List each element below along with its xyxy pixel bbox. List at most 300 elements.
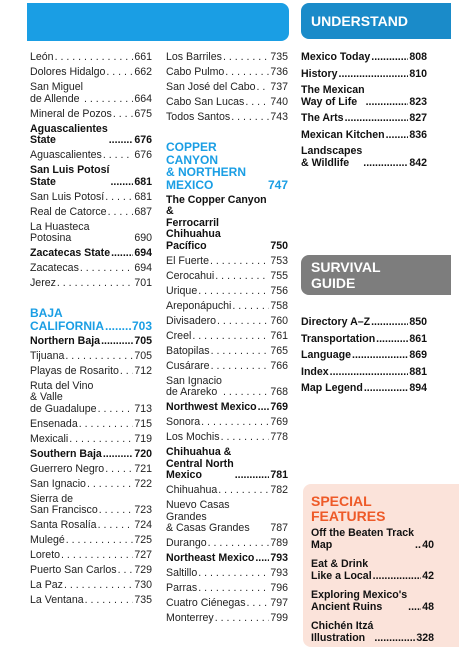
understand-title: UNDERSTAND	[311, 13, 408, 29]
page-number: 894	[409, 382, 427, 394]
dot-leader	[99, 505, 134, 517]
dot-leader	[245, 97, 269, 109]
page-number: 793	[270, 567, 288, 579]
dot-leader	[371, 317, 408, 329]
entry-title: History	[301, 67, 338, 80]
page-number: 765	[270, 344, 288, 357]
dot-leader	[223, 52, 269, 64]
toc-subsection-entry[interactable]	[301, 85, 427, 108]
page-number: 722	[134, 477, 152, 490]
entry-title: Nuevo Casas Grandes & Casas Grandes	[166, 499, 250, 534]
page-number: 799	[270, 612, 288, 624]
toc-entry[interactable]	[166, 256, 288, 268]
page-number: 729	[134, 564, 152, 576]
entry-title: The Copper Canyon & Ferrocarril Chihuahua Pacífico	[166, 193, 267, 252]
dot-leader	[210, 256, 269, 268]
dot-leader	[105, 320, 131, 333]
toc-section-entry[interactable]	[166, 141, 288, 191]
toc-entry[interactable]	[30, 278, 152, 290]
toc-entry[interactable]	[30, 366, 152, 378]
entry-title: Loreto	[30, 549, 61, 561]
page-number: 705	[134, 349, 152, 362]
dot-leader	[66, 535, 134, 547]
dot-leader	[198, 568, 269, 580]
dot-leader	[198, 286, 269, 298]
toc-entry[interactable]	[30, 434, 152, 446]
dot-leader	[376, 334, 408, 346]
survival-guide-heading	[301, 255, 451, 295]
toc-entry[interactable]	[166, 271, 288, 283]
toc-subsection-entry[interactable]	[166, 402, 288, 414]
page-number: 827	[409, 112, 427, 124]
toc-entry[interactable]	[166, 52, 288, 64]
toc-entry[interactable]	[30, 67, 152, 79]
toc-entry[interactable]	[166, 112, 288, 124]
entry-title: Santa Rosalía	[30, 519, 97, 531]
dot-leader	[118, 565, 134, 577]
toc-entry[interactable]	[30, 150, 152, 162]
entry-title: Zacatecas	[30, 262, 79, 274]
toc-subsection-entry[interactable]	[301, 146, 427, 169]
entry-title: Northern Baja	[30, 334, 101, 347]
page-number: 797	[270, 597, 288, 609]
entry-title: Parras	[166, 582, 198, 594]
entry-title: Mexicali	[30, 432, 69, 445]
toc-entry[interactable]	[166, 485, 288, 497]
toc-column-1	[30, 52, 152, 610]
entry-title: Los Mochis	[166, 431, 220, 443]
dot-leader	[111, 248, 133, 260]
page-number: 676	[134, 134, 152, 146]
page-number: 705	[134, 334, 152, 347]
entry-title: Cerocahui	[166, 269, 215, 282]
dot-leader	[105, 464, 133, 476]
dot-leader	[223, 387, 269, 399]
toc-entry[interactable]	[30, 419, 152, 431]
page-number: 720	[134, 447, 152, 460]
page-number: 869	[409, 349, 427, 361]
toc-entry[interactable]	[166, 346, 288, 358]
entry-title: Areponápuchi	[166, 299, 232, 312]
toc-subsection-entry[interactable]	[311, 559, 434, 582]
page-number: 721	[134, 462, 152, 475]
entry-title: La Huasteca Potosina	[30, 220, 90, 244]
page-number: 781	[270, 469, 288, 481]
toc-entry[interactable]	[166, 500, 288, 535]
toc-subsection-entry[interactable]	[30, 336, 152, 348]
page-number: 758	[270, 299, 288, 312]
entry-title: Transportation	[301, 332, 376, 345]
dot-leader	[69, 434, 133, 446]
page-number: 836	[409, 128, 427, 141]
toc-entry[interactable]	[166, 417, 288, 429]
toc-entry[interactable]	[30, 535, 152, 547]
entry-title: León	[30, 51, 54, 63]
entry-title: Sierra de San Francisco	[30, 492, 98, 516]
entry-title: Eat & Drink Like a Local	[311, 558, 372, 582]
entry-title: Chihuahua	[166, 484, 218, 496]
toc-subsection-entry[interactable]	[301, 383, 427, 395]
dot-leader	[374, 633, 415, 645]
entry-title: Off the Beaten Track Map	[311, 527, 415, 551]
toc-subsection-entry[interactable]	[30, 449, 152, 461]
entry-title: Guerrero Negro	[30, 462, 105, 475]
page-number: 661	[134, 51, 152, 63]
dot-leader	[80, 263, 133, 275]
page-number: 725	[134, 534, 152, 546]
entry-title: San José del Cabo	[166, 81, 256, 93]
entry-title: La Ventana	[30, 594, 84, 606]
entry-title: Chihuahua & Central North Mexico	[166, 446, 234, 481]
toc-entry[interactable]	[166, 538, 288, 550]
dot-leader	[339, 69, 409, 81]
dot-leader	[55, 52, 134, 64]
entry-title: Playas de Rosarito	[30, 364, 119, 377]
page-number: 750	[270, 239, 288, 252]
toc-entry[interactable]	[30, 565, 152, 577]
entry-title: Urique	[166, 284, 198, 297]
toc-subsection-entry[interactable]	[301, 113, 427, 125]
page-number: 823	[409, 95, 427, 108]
dot-leader	[225, 67, 269, 79]
toc-entry[interactable]	[30, 351, 152, 363]
entry-title: Batopilas	[166, 344, 210, 357]
dot-leader	[415, 540, 421, 552]
entry-title: Aguascalientes State	[30, 122, 108, 146]
toc-subsection-entry[interactable]	[311, 621, 434, 644]
entry-title: The Mexican Way of Life	[301, 84, 365, 108]
entry-title: Mineral de Pozos	[30, 107, 112, 120]
dot-leader	[218, 485, 269, 497]
dot-leader	[371, 52, 408, 64]
toc-entry[interactable]	[30, 222, 152, 245]
page-number: 736	[270, 66, 288, 78]
dot-leader	[198, 583, 269, 595]
page-number: 850	[409, 316, 427, 328]
entry-title: Monterrey	[166, 612, 214, 624]
page-number: 808	[409, 51, 427, 63]
toc-entry[interactable]	[166, 316, 288, 328]
page-number: 328	[416, 631, 434, 644]
dot-leader	[120, 366, 133, 378]
page-number: 793	[270, 552, 288, 564]
page-number: 782	[270, 484, 288, 496]
entry-title: Directory A–Z	[301, 316, 371, 328]
dot-leader	[103, 449, 133, 461]
page-number: 778	[270, 431, 288, 443]
entry-title: Landscapes & Wildlife	[301, 145, 363, 169]
page-number: 724	[134, 519, 152, 531]
page-number: 743	[270, 111, 288, 123]
dot-leader	[345, 113, 409, 125]
page-number: 755	[270, 269, 288, 282]
entry-title: The Arts	[301, 112, 344, 124]
toc-entry[interactable]	[166, 361, 288, 373]
dot-leader	[108, 207, 134, 219]
entry-title: Creel	[166, 329, 192, 342]
dot-leader	[330, 367, 409, 379]
toc-subsection-entry[interactable]	[301, 52, 427, 64]
special-features-title: SPECIAL FEATURES	[311, 493, 386, 524]
page-number: 730	[134, 579, 152, 591]
page-number: 712	[134, 364, 152, 377]
entry-title: Mulegé	[30, 534, 65, 546]
dot-leader	[211, 346, 270, 358]
page-number: 787	[270, 522, 288, 534]
entry-title: Cusárare	[166, 359, 210, 372]
toc-entry[interactable]	[30, 381, 152, 416]
page-number: 789	[270, 537, 288, 549]
dot-leader	[79, 419, 134, 431]
dot-leader	[352, 350, 408, 362]
toc-entry[interactable]	[30, 82, 152, 105]
entry-title: San Miguel de Allende	[30, 81, 83, 105]
toc-entry[interactable]	[166, 432, 288, 444]
toc-entry[interactable]	[30, 520, 152, 532]
page-number: 701	[134, 277, 152, 289]
dot-leader	[364, 383, 409, 395]
page-number: 681	[134, 190, 152, 203]
page-number: 761	[270, 329, 288, 342]
dot-leader	[84, 94, 133, 106]
entry-title: Map Legend	[301, 382, 363, 394]
page-number: 735	[270, 51, 288, 63]
dot-leader	[255, 553, 269, 565]
page-number: 723	[134, 504, 152, 516]
toc-entry[interactable]	[30, 192, 152, 204]
toc-entry[interactable]	[166, 97, 288, 109]
toc-entry[interactable]	[30, 263, 152, 275]
toc-subsection-entry[interactable]	[166, 447, 288, 482]
entry-title: Chichén Itzá Illustration	[311, 620, 374, 644]
entry-title: Mexican Kitchen	[301, 128, 385, 141]
toc-subsection-entry[interactable]	[30, 248, 152, 260]
toc-subsection-entry[interactable]	[301, 130, 427, 142]
page-number: 760	[270, 314, 288, 327]
entry-title: El Fuerte	[166, 254, 209, 267]
toc-subsection-entry[interactable]	[311, 528, 434, 551]
toc-entry[interactable]	[166, 67, 288, 79]
dot-leader	[109, 135, 134, 147]
page-number: 861	[409, 332, 427, 345]
dot-leader	[258, 402, 270, 414]
dot-leader	[98, 520, 134, 532]
dot-leader	[105, 192, 133, 204]
page-number: 681	[134, 175, 152, 188]
page-number: 676	[134, 149, 152, 161]
dot-leader	[110, 177, 133, 189]
entry-title: Exploring Mexico's Ancient Ruins	[311, 589, 408, 613]
toc-entry[interactable]	[30, 550, 152, 562]
page-number: 694	[134, 262, 152, 274]
page-number: 690	[134, 232, 152, 244]
entry-title: Cabo Pulmo	[166, 66, 225, 78]
toc-subsection-entry[interactable]	[311, 590, 434, 613]
dot-leader	[98, 404, 134, 416]
section-spacer	[166, 127, 288, 141]
dot-leader	[57, 278, 133, 290]
toc-subsection-entry[interactable]	[301, 350, 427, 362]
toc-subsection-entry[interactable]	[301, 334, 427, 346]
entry-title: La Paz	[30, 579, 63, 591]
page-number: 664	[134, 92, 152, 105]
page-number: 842	[409, 156, 427, 169]
entry-title: Saltillo	[166, 567, 198, 579]
dot-leader	[64, 580, 133, 592]
page-number: 719	[134, 432, 152, 445]
entry-title: BAJA CALIFORNIA	[30, 306, 104, 333]
entry-title: Durango	[166, 537, 207, 549]
entry-title: Zacatecas State	[30, 247, 111, 259]
dot-leader	[232, 301, 269, 313]
dot-leader	[201, 417, 269, 429]
dot-leader	[408, 602, 421, 614]
page-number: 881	[409, 365, 427, 378]
toc-entry[interactable]	[30, 464, 152, 476]
entry-title: San Ignacio de Arareko	[166, 374, 222, 398]
entry-title: Divisadero	[166, 314, 217, 327]
dot-leader	[366, 97, 409, 109]
entry-title: Los Barriles	[166, 51, 222, 63]
page-number: 40	[422, 538, 434, 551]
dot-leader	[208, 538, 270, 550]
page-number: 715	[134, 417, 152, 430]
entry-title: Language	[301, 349, 352, 361]
entry-title: Real de Catorce	[30, 205, 107, 218]
page-number: 727	[134, 549, 152, 561]
page-number: 687	[134, 205, 152, 218]
header-color-bar	[27, 3, 289, 41]
entry-title: Northeast Mexico	[166, 552, 255, 564]
toc-entry[interactable]	[166, 568, 288, 580]
toc-entry[interactable]	[166, 598, 288, 610]
toc-entry[interactable]	[166, 82, 288, 94]
dot-leader	[215, 271, 269, 283]
dot-leader	[215, 613, 270, 625]
page-number: 735	[134, 594, 152, 606]
toc-section-entry[interactable]	[30, 307, 152, 332]
toc-entry[interactable]	[166, 583, 288, 595]
dot-leader	[221, 432, 270, 444]
toc-entry[interactable]	[30, 595, 152, 607]
entry-title: Tijuana	[30, 349, 65, 362]
toc-subsection-entry[interactable]	[30, 124, 152, 147]
page-number: 753	[270, 254, 288, 267]
entry-title: San Ignacio	[30, 477, 86, 490]
survival-guide-list	[301, 317, 427, 400]
entry-title: Southern Baja	[30, 447, 102, 460]
toc-entry[interactable]	[30, 494, 152, 517]
toc-column-2	[166, 52, 288, 628]
toc-entry[interactable]	[30, 479, 152, 491]
toc-subsection-entry[interactable]	[166, 553, 288, 565]
page-number: 675	[134, 107, 152, 120]
page-number: 662	[134, 66, 152, 78]
toc-entry[interactable]	[166, 331, 288, 343]
entry-title: Index	[301, 365, 329, 378]
page-number: 747	[267, 177, 288, 192]
dot-leader	[235, 470, 270, 482]
understand-list	[301, 52, 427, 174]
toc-subsection-entry[interactable]	[301, 367, 427, 379]
understand-heading	[301, 3, 451, 39]
toc-entry[interactable]	[30, 580, 152, 592]
dot-leader	[192, 331, 269, 343]
dot-leader	[247, 598, 270, 610]
entry-title: Northwest Mexico	[166, 401, 257, 413]
dot-leader	[211, 361, 270, 373]
toc-entry[interactable]	[30, 52, 152, 64]
page-number: 48	[422, 600, 434, 613]
toc-entry[interactable]	[30, 109, 152, 121]
entry-title: Todos Santos	[166, 111, 231, 123]
page-number: 769	[270, 401, 288, 413]
dot-leader	[386, 130, 409, 142]
page-number: 756	[270, 284, 288, 297]
page-number: 42	[422, 569, 434, 582]
entry-title: Dolores Hidalgo	[30, 66, 106, 78]
toc-entry[interactable]	[166, 376, 288, 399]
page-number: 703	[131, 318, 152, 333]
dot-leader	[65, 351, 133, 363]
entry-title: Cuatro Ciénegas	[166, 597, 246, 609]
toc-subsection-entry[interactable]	[166, 195, 288, 253]
page-number: 796	[270, 582, 288, 594]
dot-leader	[257, 82, 270, 94]
dot-leader	[101, 336, 133, 348]
dot-leader	[373, 571, 422, 583]
entry-title: Ruta del Vino & Valle de Guadalupe	[30, 379, 97, 415]
dot-leader	[217, 316, 269, 328]
toc-entry[interactable]	[166, 286, 288, 298]
toc-subsection-entry[interactable]	[301, 69, 427, 81]
dot-leader	[106, 67, 133, 79]
page-number: 713	[134, 402, 152, 415]
entry-title: Jerez	[30, 277, 56, 289]
dot-leader	[87, 479, 133, 491]
toc-subsection-entry[interactable]	[30, 165, 152, 188]
dot-leader	[85, 595, 134, 607]
entry-title: COPPER CANYON & NORTHERN MEXICO	[166, 140, 246, 192]
toc-entry[interactable]	[30, 207, 152, 219]
entry-title: Sonora	[166, 416, 201, 428]
dot-leader	[103, 150, 133, 162]
dot-leader	[231, 112, 269, 124]
entry-title: San Luis Potosí	[30, 190, 105, 203]
special-features-list	[311, 528, 434, 652]
page-number: 766	[270, 359, 288, 372]
page-number: 769	[270, 416, 288, 428]
dot-leader	[61, 550, 133, 562]
entry-title: Cabo San Lucas	[166, 96, 245, 108]
page-number: 737	[270, 81, 288, 93]
toc-entry[interactable]	[166, 301, 288, 313]
page-number: 740	[270, 96, 288, 108]
page-number: 768	[270, 386, 288, 398]
toc-entry[interactable]	[166, 613, 288, 625]
entry-title: Aguascalientes	[30, 149, 102, 161]
dot-leader	[113, 109, 133, 121]
page-number: 694	[134, 247, 152, 259]
dot-leader	[363, 158, 408, 170]
toc-subsection-entry[interactable]	[301, 317, 427, 329]
entry-title: San Luis Potosí State	[30, 164, 110, 188]
entry-title: Ensenada	[30, 417, 78, 430]
entry-title: Mexico Today	[301, 51, 371, 63]
page-number: 810	[409, 67, 427, 80]
section-spacer	[30, 293, 152, 307]
survival-guide-title: SURVIVAL GUIDE	[311, 259, 381, 291]
